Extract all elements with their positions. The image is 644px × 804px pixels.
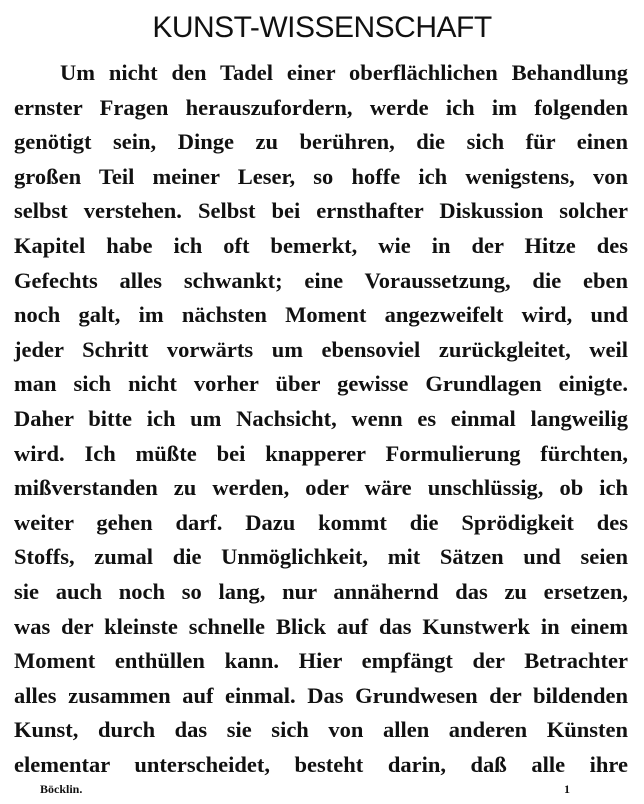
text-line: Gefechts alles schwankt; eine Voraussetzung, die eben <box>14 267 628 293</box>
text-line: selbst verstehen. Selbst bei ernsthafter Diskussion solcher <box>14 198 628 224</box>
text-line: wird. Ich müßte bei knapperer Formulierung fürchten, <box>14 440 628 466</box>
text-line: Stoffs, zumal die Unmöglichkeit, mit Sätzen und seien <box>14 544 628 570</box>
signature-mark: Böcklin. <box>40 782 83 796</box>
text-line: man sich nicht vorher über gewisse Grundlagen einigte. <box>14 371 628 397</box>
text-line: alles zusammen auf einmal. Das Grundwesen der bildenden <box>14 682 628 708</box>
text-line: genötigt sein, Dinge zu berühren, die sich für einen <box>14 129 628 155</box>
text-line: noch galt, im nächsten Moment angezweifelt wird, und <box>14 302 628 328</box>
text-line: Kapitel habe ich oft bemerkt, wie in der Hitze des <box>14 232 628 258</box>
text-line: großen Teil meiner Leser, so hoffe ich wenigstens, von <box>14 163 628 189</box>
text-line: elementar unterscheidet, besteht darin, daß alle ihre <box>14 751 628 777</box>
text-line: was der kleinste schnelle Blick auf das Kunstwerk in einem <box>14 613 628 639</box>
text-line: ernster Fragen herauszufordern, werde ich im folgenden <box>14 94 628 120</box>
text-line: Um nicht den Tadel einer oberflächlichen Behandlung <box>60 60 628 85</box>
page-number: 1 <box>564 782 570 796</box>
text-line: weiter gehen darf. Dazu kommt die Sprödigkeit des <box>14 509 628 535</box>
text-line: Moment enthüllen kann. Hier empfängt der Betrachter <box>14 648 628 674</box>
text-line: jeder Schritt vorwärts um ebensoviel zurückgleitet, weil <box>14 336 628 362</box>
body-paragraph <box>14 56 628 782</box>
text-line: Daher bitte ich um Nachsicht, wenn es einmal langweilig <box>14 405 628 431</box>
page-footer <box>0 779 644 799</box>
text-line: Kunst, durch das sie sich von allen anderen Künsten <box>14 717 628 743</box>
chapter-title: KUNST-WISSENSCHAFT <box>152 11 492 44</box>
text-line: sie auch noch so lang, nur annähernd das zu ersetzen, <box>14 578 628 604</box>
text-line: mißverstanden zu werden, oder wäre unschlüssig, ob ich <box>14 475 628 501</box>
